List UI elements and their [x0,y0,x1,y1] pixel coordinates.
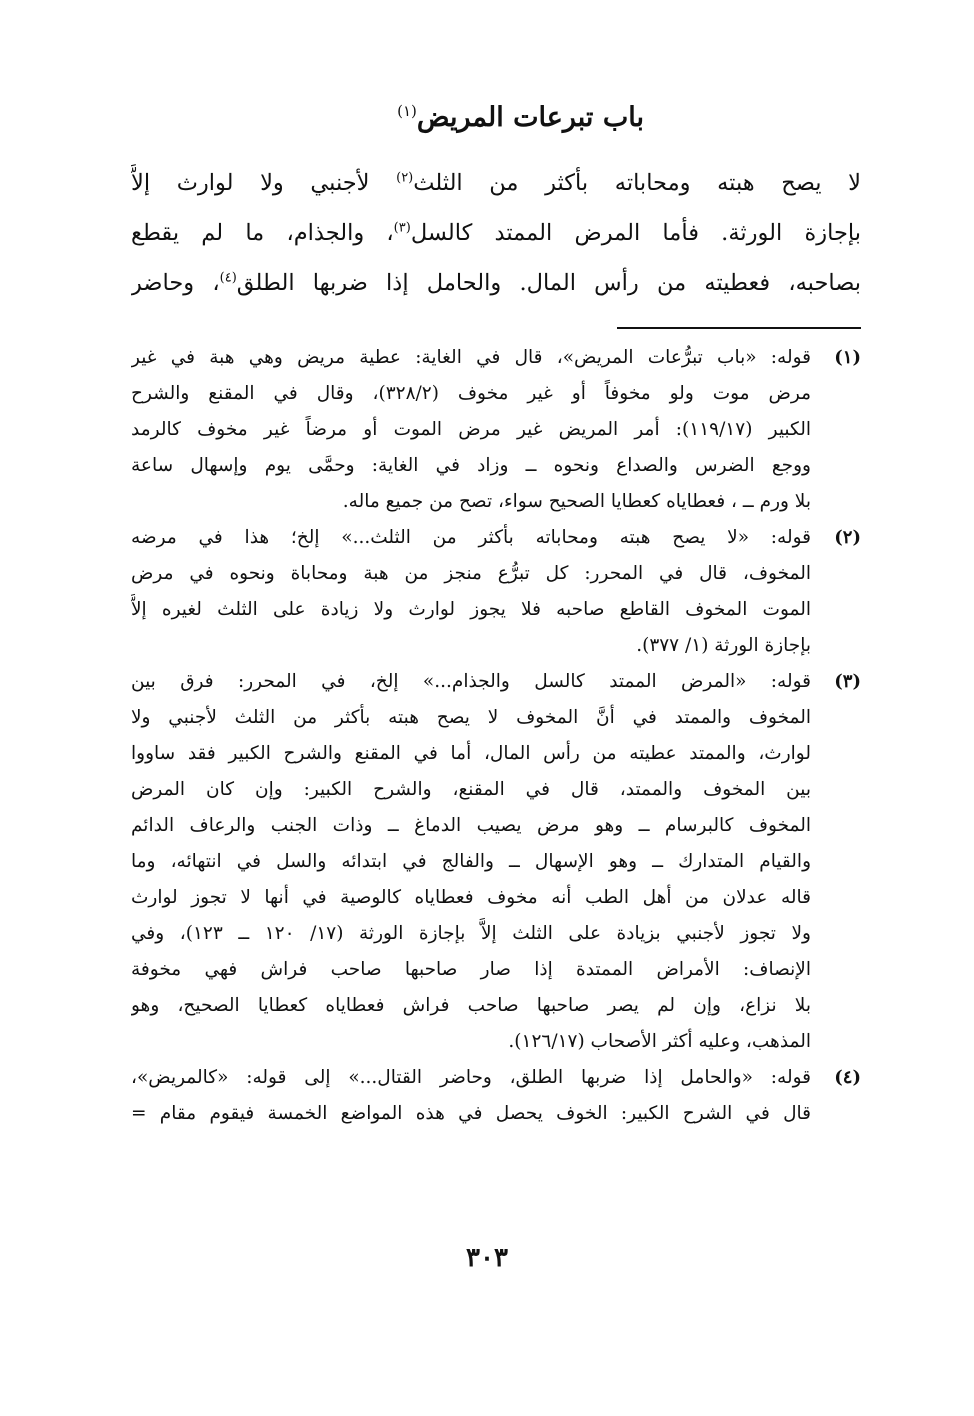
footnote-line: المخوف كالبرسام ــ وهو مرض يصيب الدماغ ــ وذات الجنب والرعاف الدائم [131,815,811,836]
footnote-line: قوله: «باب تبرُّعات المريض»، قال في الغاية: عطية مريض وهي هبة في غير [131,347,811,368]
footnote-line: الموت المخوف القاطع صاحبه فلا يجوز لوارث ولا زيادة على الثلث لغيره إلاَّ [131,599,811,620]
footnote-number: (٣) [834,671,861,692]
main-text-segment: لأجنبي ولا لوارث إلاَّ [131,170,397,196]
footnote-line: المخوف، قال في المحرر: كل تبرُّع منجز من هبة ومحاباة ونحوه في مرض [131,563,811,584]
footnote-line: بإجازة الورثة (١/ ٣٧٧). [636,635,811,656]
footnote-4 [131,1060,861,1132]
footnote-number: (٢) [834,527,861,548]
main-text-segment: ، والجذام، ما لم يقطع [131,220,394,246]
footnote-number: (١) [834,347,861,368]
chapter-title-footnote-ref: (١) [397,102,417,120]
footnote-line: قوله: «المرض الممتد كالسل والجذام...» إلخ، في المحرر: فرق بين [131,671,811,692]
footnote-line: قاله عدلان من أهل الطب أنه مخوف فعطاياه كالوصية في أنها لا تجوز لوارث [131,887,811,908]
footnote-separator [617,327,861,329]
footnote-line: ووجع الضرس والصداع ونحوه ــ وزاد في الغاية: وحمَّى يوم وإسهال ساعة [131,455,811,476]
main-text [131,158,861,308]
main-text-line [131,258,861,308]
footnote-ref: (٣) [393,220,411,236]
footnote-ref: (٤) [219,270,237,286]
footnote-line: ولا تجوز لأجنبي بزيادة على الثلث إلاَّ بإجازة الورثة (١٧/ ١٢٠ ــ ١٢٣)، وفي [131,923,811,944]
footnote-line: الكبير (١١٩/١٧): أمر المريض غير مرض الموت أو مرضاً غير مخوف كالرمد [131,419,811,440]
footnote-3 [131,664,861,1060]
footnote-ref: (٢) [396,170,414,186]
main-text-segment: بصاحبه، فعطيته من رأس المال. والحامل إذا ضربها الطلق [236,270,861,296]
main-text-segment: لا يصح هبته ومحاباته بأكثر من الثلث [413,170,861,196]
footnote-2 [131,520,861,664]
footnotes [131,340,861,1132]
main-text-segment: ، وحاضر [131,270,220,296]
footnote-line: قوله: «والحامل إذا ضربها الطلق، وحاضر القتال...» إلى قوله: «كالمريض»، [131,1067,811,1088]
main-text-segment: بإجازة الورثة. فأما المرض الممتد كالسل [410,220,861,246]
footnote-line: الإنصاف: الأمراض الممتدة إذا صار صاحبها صاحب فراش فهي مخوفة [131,959,811,980]
main-text-line [131,208,861,258]
footnote-line: مرض موت ولو مخوفاً أو غير مخوف (٣٢٨/٢)، وقال في المقنع والشرح [131,383,811,404]
footnote-line: والقيام المتدارك ــ وهو الإسهال ــ والفالج في ابتدائه والسل في انتهائه، وما [131,851,811,872]
footnote-line: المذهب، وعليه أكثر الأصحاب (١٢٦/١٧). [508,1031,811,1052]
chapter-title [324,100,644,136]
main-text-line [131,158,861,208]
page-number: ٣٠٣ [466,1243,508,1273]
footnote-line: لوارث، والممتد عطيته من رأس المال، أما في المقنع والشرح الكبير فقد ساووا [131,743,811,764]
footnote-line: بين المخوف والممتد، قال في المقنع، والشرح الكبير: وإن كان المرض [131,779,811,800]
footnote-line: بلا نزاع، وإن لم يصر صاحبها صاحب فراش فعطاياه كعطايا الصحيح، وهو [131,995,811,1016]
footnote-line: قال في الشرح الكبير: الخوف يحصل في هذه المواضع الخمسة فيقوم مقام = [131,1103,811,1124]
footnote-line: بلا ورم ــ ، فعطاياه كعطايا الصحيح سواء، تصح من جميع ماله. [342,491,811,512]
footnote-1 [131,340,861,520]
footnote-line: قوله: «لا يصح هبته ومحاباته بأكثر من الثلث...» إلخ؛ هذا في مرضه [131,527,811,548]
footnote-line: المخوف والممتد في أنَّ المخوف لا يصح هبته بأكثر من الثلث لأجنبي ولا [131,707,811,728]
footnote-number: (٤) [834,1067,861,1088]
chapter-title-text: باب تبرعات المريض [416,102,644,133]
